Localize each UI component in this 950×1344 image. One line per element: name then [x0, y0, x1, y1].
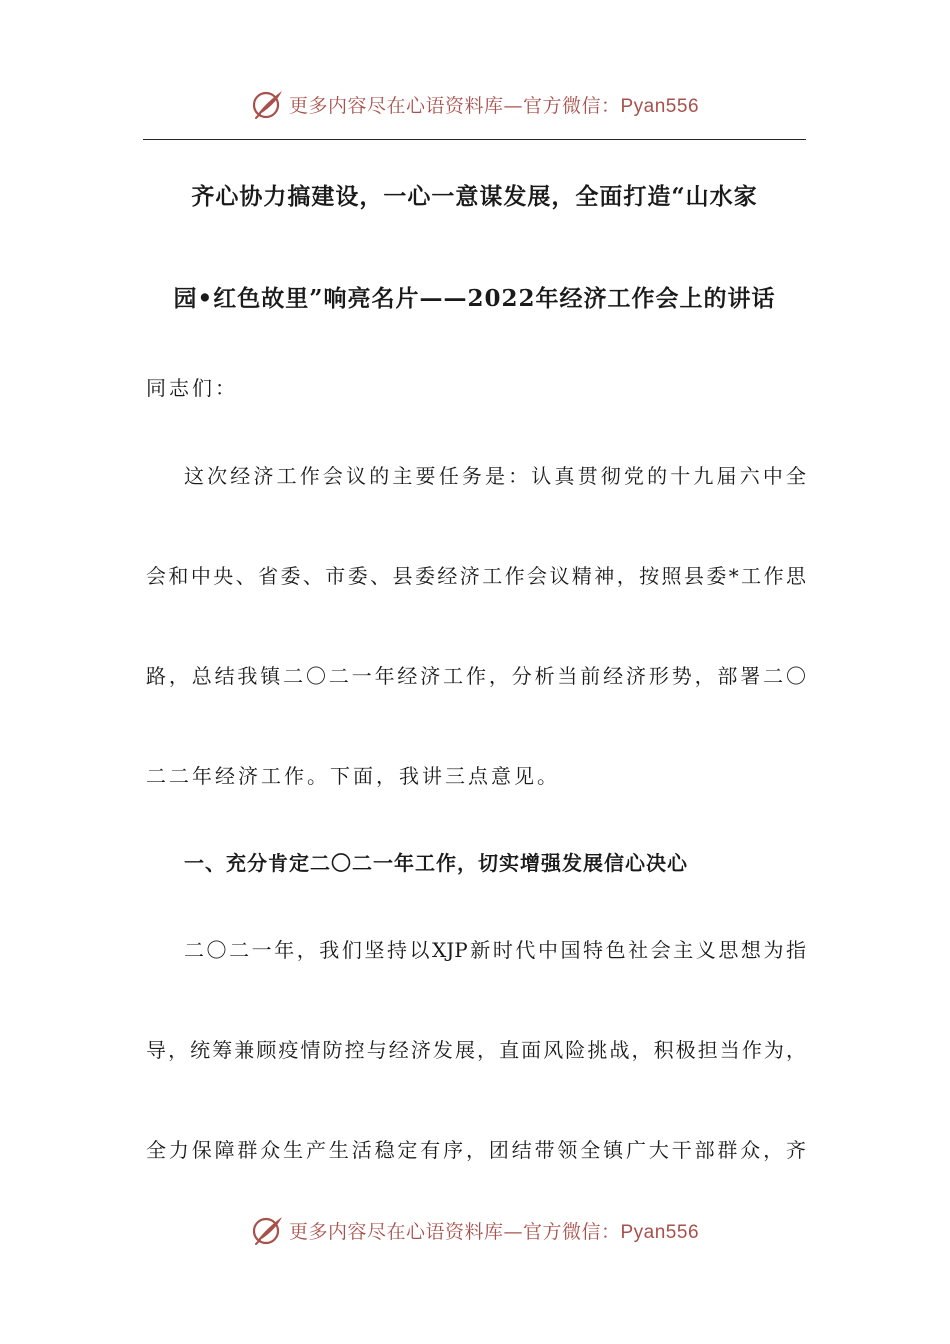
feather-pen-logo-icon: [251, 87, 285, 121]
salutation: 同志们：: [146, 376, 238, 400]
section-1-heading: 一、充分肯定二〇二一年工作，切实增强发展信心决心: [184, 851, 688, 875]
paragraph-1-line-1: 这次经济工作会议的主要任务是：认真贯彻党的十九届六中全: [184, 464, 806, 488]
wechat-id: Pyan556: [620, 95, 700, 117]
watermark-text: 更多内容尽在心语资料库—官方微信：Pyan556: [288, 94, 700, 117]
paragraph-2-line-1: 二〇二一年，我们坚持以XJP新时代中国特色社会主义思想为指: [184, 938, 806, 962]
paragraph-2-line-2: 导，统筹兼顾疫情防控与经济发展，直面风险挑战，积极担当作为，: [146, 1038, 806, 1062]
header-divider: [143, 139, 806, 140]
watermark-text: 更多内容尽在心语资料库—官方微信：Pyan556: [288, 1220, 700, 1243]
document-title-line-1: 齐心协力搞建设，一心一意谋发展，全面打造“山水家: [191, 183, 758, 210]
paragraph-2-line-3: 全力保障群众生产生活稳定有序，团结带领全镇广大干部群众，齐: [146, 1138, 806, 1162]
paragraph-1-line-3: 路，总结我镇二〇二一年经济工作，分析当前经济形势，部署二〇: [146, 664, 806, 688]
document-title-line-2: 园•红色故里”响亮名片——2022年经济工作会上的讲话: [173, 285, 776, 312]
wechat-id: Pyan556: [620, 1221, 700, 1243]
footer-watermark: [0, 1208, 950, 1252]
paragraph-1-line-2: 会和中央、省委、市委、县委经济工作会议精神，按照县委*工作思: [146, 564, 806, 588]
feather-pen-logo-icon: [251, 1213, 285, 1247]
paragraph-1-line-4: 二二年经济工作。下面，我讲三点意见。: [146, 764, 560, 788]
header-watermark: [0, 82, 950, 126]
